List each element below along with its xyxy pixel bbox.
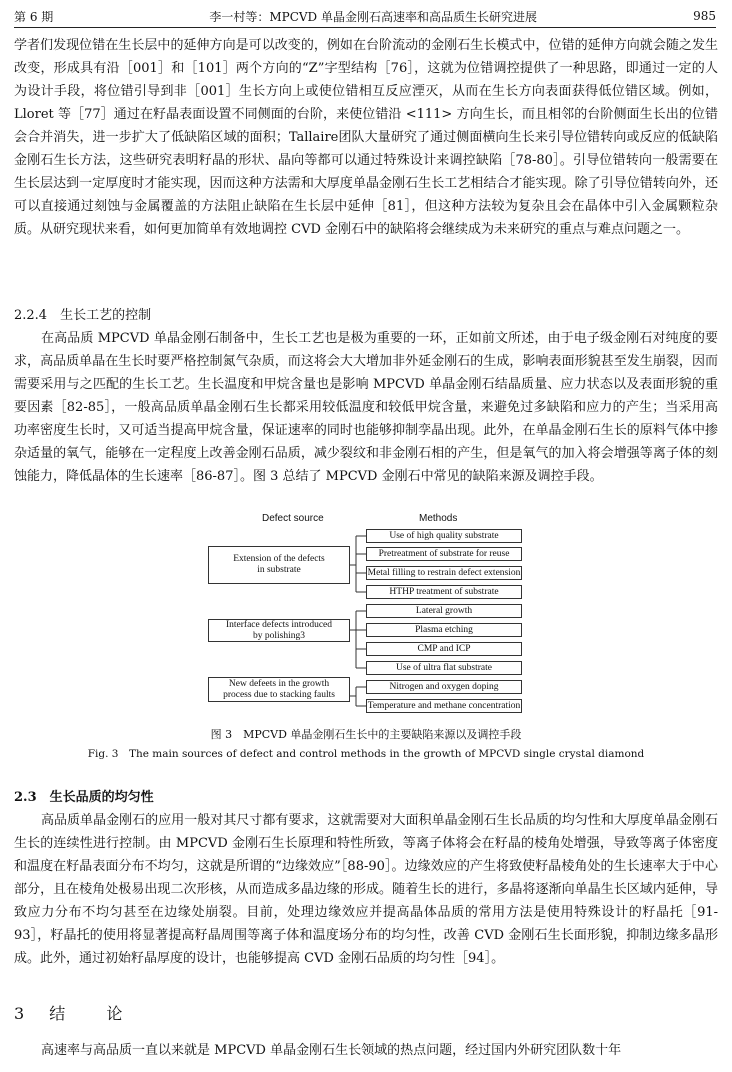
page-number: 985 (693, 9, 716, 23)
section-title-char-2: 论 (106, 1004, 123, 1023)
method-box-9: Nitrogen and oxygen doping (366, 680, 522, 694)
paragraph-uniformity: 高品质单晶金刚石的应用一般对其尺寸都有要求，这就需要对大面积单晶金刚石生长品质的均匀性和大厚度单晶金刚石生长的连续性进行控制。由 MPCVD 金刚石生长原理和特性所致，等离子体将会在籽晶的棱角处增强，导致等离子体密度和温度在籽晶表面分布不均匀，这就是所谓的“边缘效应”［88-90］。边缘效应的产生将致使籽晶棱角处的生长速率大于中心部分，且在棱角处极易出现二次形核，从而造成多晶边缘的形成。随着生长的进行，多晶将逐渐向单晶生长区域内延伸，导致应力分布不均匀甚至在边缘处崩裂。目前，处理边缘效应并提高晶体品质的常用方法是使用特殊设计的籽晶托［91-93］，籽晶托的使用将显著提高籽晶周围等离子体和温度场分布的均匀性，改善 CVD 金刚石生长面形貌，抑制边缘多晶形成。此外，通过初始籽晶厚度的设计，也能够提高 CVD 金刚石品质的均匀性［94］。 (14, 813, 718, 966)
journal-issue: 第 6 期 (14, 9, 54, 24)
method-box-6: Plasma etching (366, 623, 522, 637)
section-number: 3 (14, 1004, 25, 1023)
source-box-stacking-faults: New defeets in the growth process due to stacking faults (208, 677, 350, 702)
paragraph-growth-process: 在高品质 MPCVD 单晶金刚石制备中，生长工艺也是极为重要的一环，正如前文所述，由于电子级金刚石对纯度的要求，高品质单晶在生长时要严格控制氮气杂质，而这将会大大增加非外延金刚石的生成，影响表面形貌甚至发生崩裂，因而需要采用与之匹配的生长工艺。生长温度和甲烷含量也是影响 MPCVD 单晶金刚石结晶质量、应力状态以及表面形貌的重要因素［82-85］，一般高品质单晶金刚石生长都采用较低温度和较低甲烷含量，来避免过多缺陷和应力的产生；当采用高功率密度生长时，又可适当提高甲烷含量，保证速率的同时也能够抑制孪晶出现。此外，在单晶金刚石生长的原料气体中掺杂适量的氧气，能够在一定程度上改善金刚石品质，减少裂纹和非金刚石相的产生，但是氧气的加入将会增强等离子体的刻蚀能力，降低晶体的生长速率［86-87］。图 3 总结了 MPCVD 金刚石中常见的缺陷来源及调控手段。 (14, 331, 718, 484)
figure-right-title: Methods (419, 513, 458, 524)
source-box-polishing-defects: Interface defects introduced by polishing3 (208, 619, 350, 642)
figure-left-title: Defect source (262, 513, 324, 524)
method-box-1: Use of high quality substrate (366, 529, 522, 543)
method-box-7: CMP and ICP (366, 642, 522, 656)
figure-caption-zh: 图 3 MPCVD 单晶金刚石生长中的主要缺陷来源以及调控手段 (210, 728, 522, 741)
source-box-substrate-defects: Extension of the defects in substrate (208, 546, 350, 584)
method-box-10: Temperature and methane concentration (366, 699, 522, 713)
section-heading-2-3: 2.3 生长品质的均匀性 (14, 790, 154, 805)
method-box-5: Lateral growth (366, 604, 522, 618)
method-box-8: Use of ultra flat substrate (366, 661, 522, 675)
section-title-char-1: 结 (49, 1004, 66, 1023)
subsection-heading-2-2-4: 2.2.4 生长工艺的控制 (14, 308, 152, 323)
paragraph-dislocation-control: 学者们发现位错在生长层中的延伸方向是可以改变的，例如在台阶流动的金刚石生长模式中，位错的延伸方向就会随之发生改变，形成具有沿［001］和［101］两个方向的“Z”字型结构［76］，这就为位错调控提供了一种思路，即通过一定的人为设计手段，将位错引导到非［001］生长方向上或使位错相互反应湮灭，从而在生长方向表面获得低位错区域。例如，Lloret 等［77］通过在籽晶表面设置不同侧面的台阶，来使位错沿 <111> 方向生长，而且相邻的台阶侧面生长出的位错会合并消失，进一步扩大了低缺陷区域的面积；Tallaire团队大量研究了通过侧面横向生长来引导位错转向或反应的低缺陷金刚石生长方法，这些研究表明籽晶的形状、晶向等都可以通过特殊设计来调控缺陷［78-80］。引导位错转向一般需要在生长层达到一定厚度时才能实现，因而这种方法需和大厚度单晶金刚石生长工艺相结合才能实现。除了引导位错转向外，还可以直接通过刻蚀与金属覆盖的方法阻止缺陷在生长层中延伸［81］，但这种方法较为复杂且会在晶体中引入金属颗粒杂质。从研究现状来看，如何更加简单有效地调控 CVD 金刚石中的缺陷将会继续成为未来研究的重点与难点问题之一。 (14, 38, 718, 237)
method-box-3: Metal filling to restrain defect extension (366, 566, 522, 580)
section-heading-3 (14, 1002, 122, 1026)
paragraph-conclusion: 高速率与高品质一直以来就是 MPCVD 单晶金刚石生长领域的热点问题，经过国内外研究团队数十年 (41, 1043, 622, 1058)
method-box-4: HTHP treatment of substrate (366, 585, 522, 599)
running-title: 李一村等：MPCVD 单晶金刚石高速率和高品质生长研究进展 (209, 9, 537, 24)
figure-caption-en: Fig. 3 The main sources of defect and control methods in the growth of MPCVD single crystal diamond (87, 748, 645, 760)
method-box-2: Pretreatment of substrate for reuse (366, 547, 522, 561)
